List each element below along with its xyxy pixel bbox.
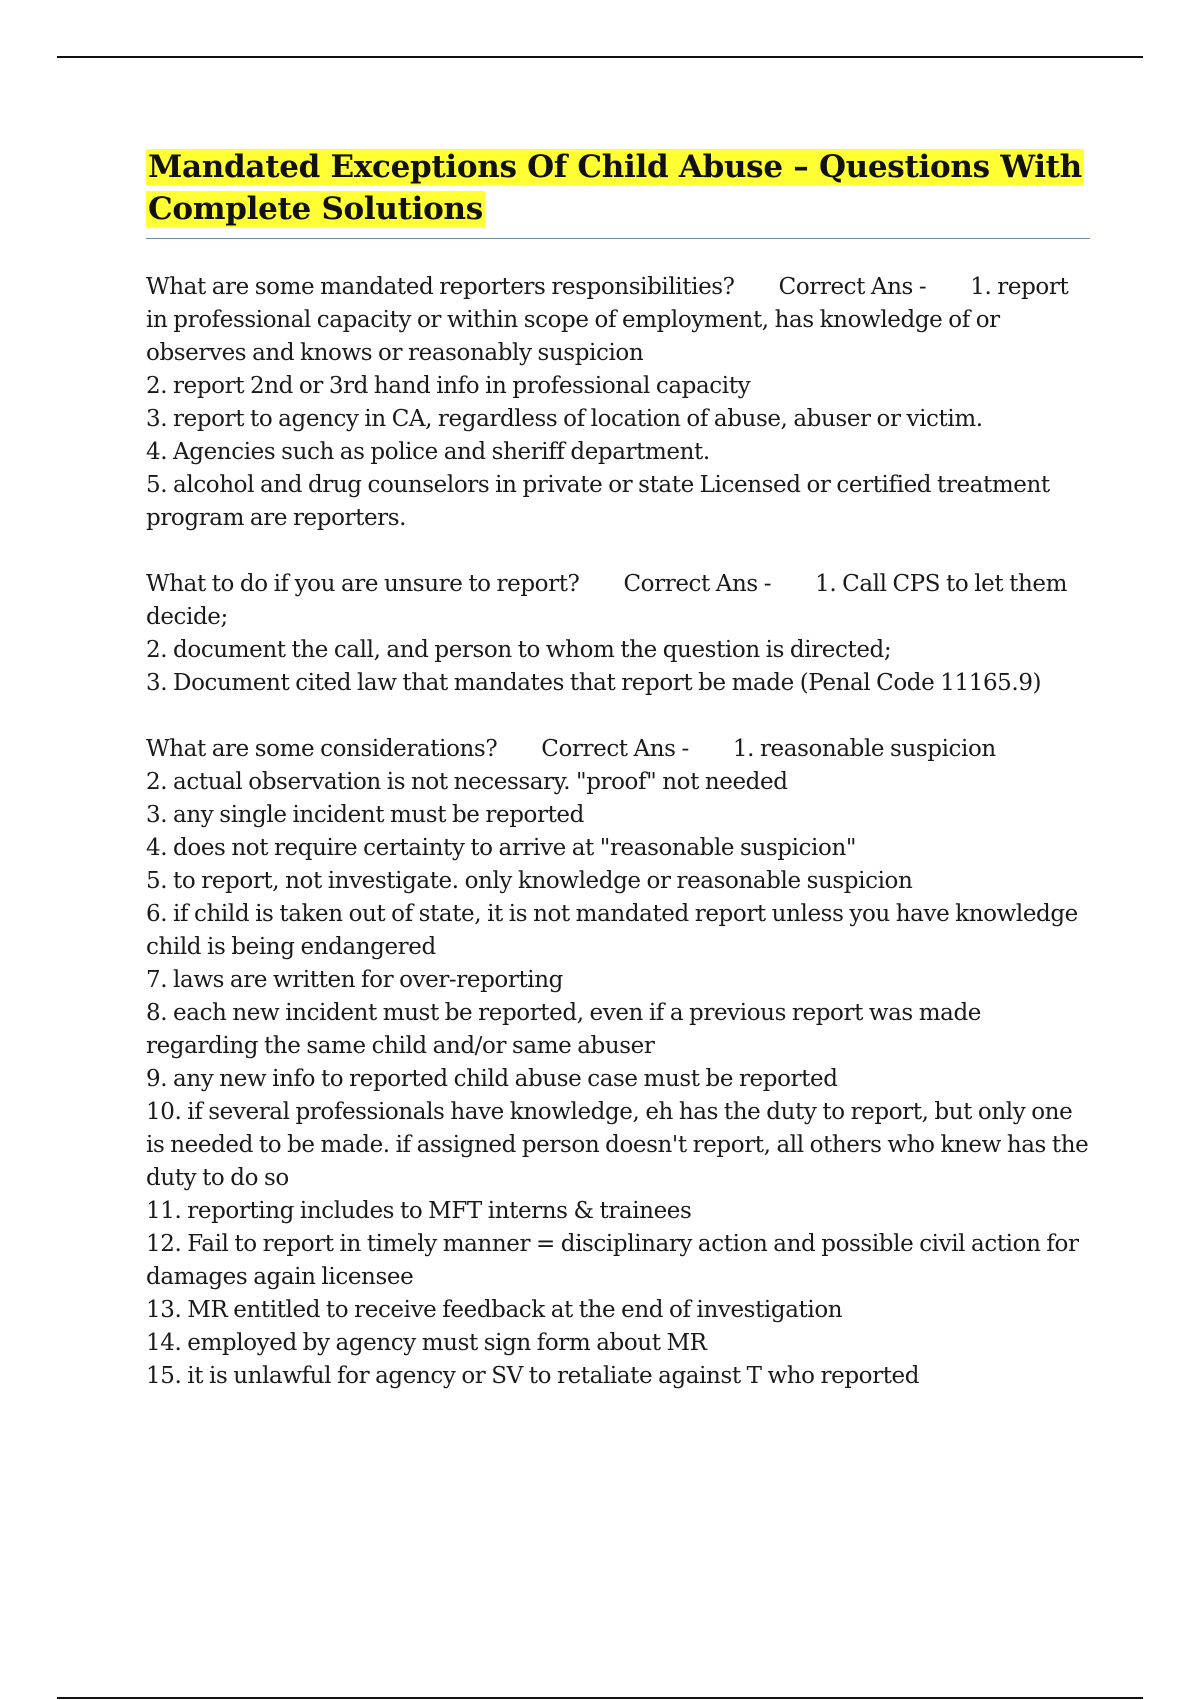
answer-separator: -	[918, 274, 927, 300]
page-footer-rule	[57, 1697, 1143, 1699]
question-text: What are some considerations?	[146, 736, 498, 762]
answer-line: 9. any new info to reported child abuse case must be reported	[146, 1066, 838, 1092]
answer-line: 15. it is unlawful for agency or SV to retaliate against T who reported	[146, 1363, 920, 1389]
answer-line: 14. employed by agency must sign form about MR	[146, 1330, 707, 1356]
qa-list	[146, 271, 1090, 1393]
answer-line: 4. does not require certainty to arrive at "reasonable suspicion"	[146, 835, 857, 861]
answer-line: 10. if several professionals have knowledge, eh has the duty to report, but only one is needed to be made. if assigned person doesn't report, all others who knew has the duty to do so	[146, 1099, 1089, 1191]
answer-line: 3. any single incident must be reported	[146, 802, 584, 828]
answer-line: 5. to report, not investigate. only knowledge or reasonable suspicion	[146, 868, 913, 894]
answer-label: Correct Ans	[623, 571, 758, 597]
answer-line: 3. report to agency in CA, regardless of location of abuse, abuser or victim.	[146, 406, 983, 432]
answer-separator: -	[763, 571, 772, 597]
question-text: What are some mandated reporters responsibilities?	[146, 274, 735, 300]
page-header-rule	[57, 56, 1143, 58]
qa-first-line	[146, 733, 1090, 766]
qa-item	[146, 568, 1090, 700]
qa-item	[146, 271, 1090, 535]
question-text: What to do if you are unsure to report?	[146, 571, 580, 597]
answer-line: 5. alcohol and drug counselors in private or state Licensed or certified treatment program are reporters.	[146, 472, 1050, 531]
answer-line: 2. document the call, and person to whom the question is directed;	[146, 637, 892, 663]
answer-label: Correct Ans	[778, 274, 913, 300]
answer-line: 8. each new incident must be reported, even if a previous report was made regarding the same child and/or same abuser	[146, 1000, 982, 1059]
qa-first-line	[146, 568, 1090, 634]
document-body	[146, 146, 1090, 1426]
answer-line: 4. Agencies such as police and sheriff department.	[146, 439, 710, 465]
answer-separator: -	[681, 736, 689, 762]
answer-line: 1. reasonable suspicion	[732, 736, 996, 762]
answer-line: 6. if child is taken out of state, it is not mandated report unless you have knowledge child is being endangered	[146, 901, 1078, 960]
answer-line: 13. MR entitled to receive feedback at the end of investigation	[146, 1297, 843, 1323]
title-highlight: Mandated Exceptions Of Child Abuse – Questions With Complete Solutions	[148, 149, 1082, 227]
answer-line: 2. actual observation is not necessary. "proof" not needed	[146, 769, 788, 795]
answer-line: 1. Call CPS to let them decide;	[146, 571, 1068, 630]
answer-line: 12. Fail to report in timely manner = disciplinary action and possible civil action for damages again licensee	[146, 1231, 1079, 1290]
qa-item	[146, 733, 1090, 1393]
title-underline	[146, 238, 1090, 239]
answer-line: 2. report 2nd or 3rd hand info in professional capacity	[146, 373, 751, 399]
qa-first-line	[146, 271, 1090, 370]
answer-line: 1. report in professional capacity or within scope of employment, has knowledge of or observes and knows or reasonably suspicion	[146, 274, 1069, 366]
document-title	[146, 146, 1090, 230]
answer-line: 3. Document cited law that mandates that report be made (Penal Code 11165.9)	[146, 670, 1042, 696]
answer-label: Correct Ans	[541, 736, 676, 762]
answer-line: 7. laws are written for over-reporting	[146, 967, 564, 993]
answer-line: 11. reporting includes to MFT interns & trainees	[146, 1198, 692, 1224]
